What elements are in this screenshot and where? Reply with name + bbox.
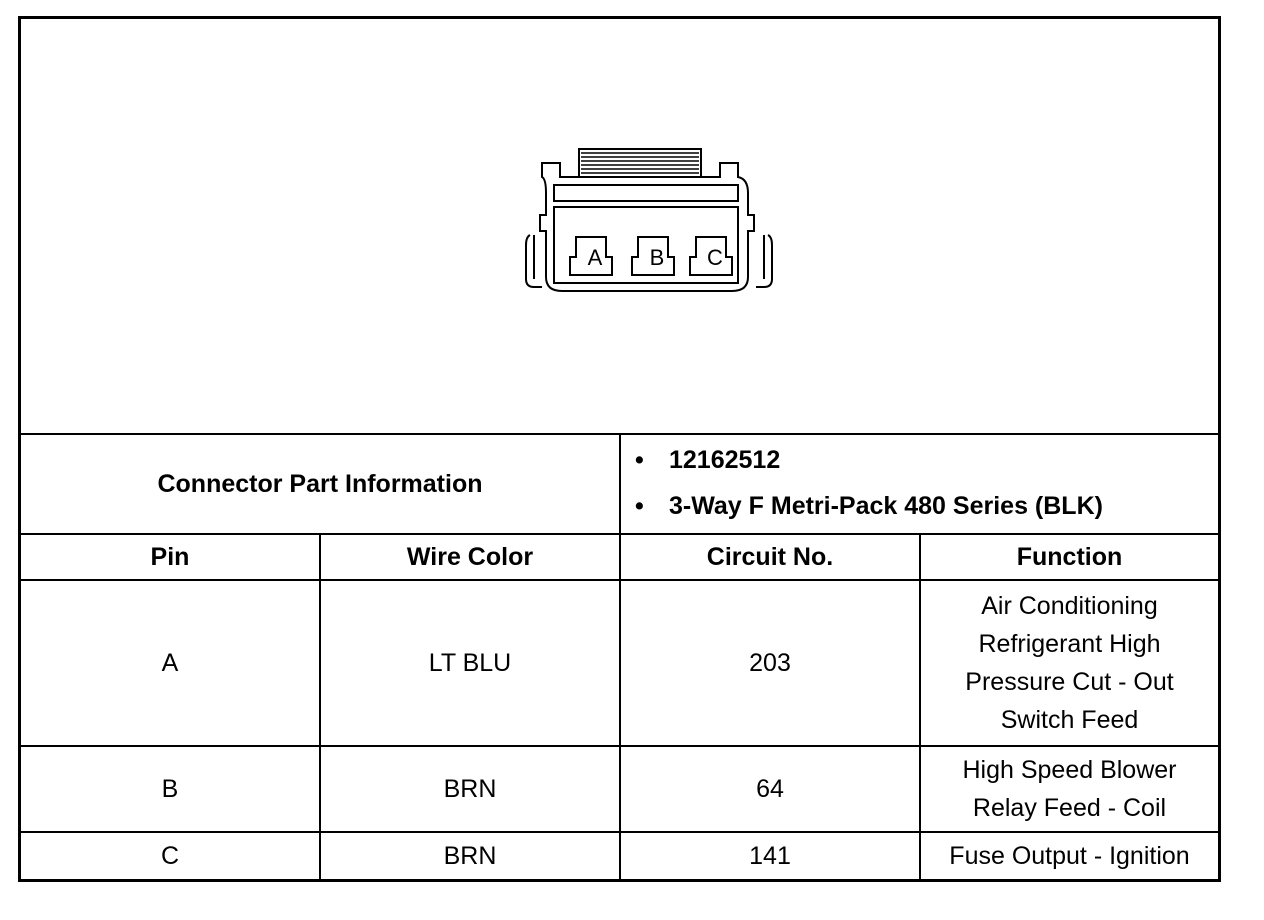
- pin-b-label: B: [649, 245, 665, 270]
- connector-face-drawing: [524, 145, 774, 305]
- table-row-c-wire-color: BRN: [443, 842, 497, 870]
- part-info-item: • 3-Way F Metri-Pack 480 Series (BLK): [635, 492, 1103, 520]
- connector-info-sheet: [18, 16, 1221, 882]
- table-row-b-function: High Speed Blower Relay Feed - Coil: [962, 756, 1177, 822]
- table-row-b-wire-color: BRN: [443, 775, 497, 803]
- table-row-c-pin: C: [160, 842, 180, 870]
- part-info-list: [635, 437, 1103, 529]
- table-row-a-circuit: 203: [749, 649, 791, 677]
- table-row-c-circuit: 141: [749, 842, 791, 870]
- table-row-b-pin: B: [161, 775, 179, 803]
- header-wire-color: Wire Color: [406, 543, 534, 571]
- table-row-a-wire-color: LT BLU: [428, 649, 512, 677]
- pin-c-label: C: [707, 245, 723, 270]
- pin-a-label: A: [587, 245, 603, 270]
- table-row-b-circuit: 64: [756, 775, 784, 803]
- connector-diagram: [21, 19, 1218, 433]
- header-circuit-no: Circuit No.: [706, 543, 834, 571]
- header-pin: Pin: [150, 543, 190, 571]
- table-row-a-pin: A: [161, 649, 179, 677]
- part-info-item: • 12162512: [635, 446, 781, 474]
- table-row-a-function: Air Conditioning Refrigerant High Pressure Cut - Out Switch Feed: [965, 592, 1174, 734]
- part-info-label: Connector Part Information: [157, 470, 483, 498]
- header-function: Function: [1016, 543, 1123, 571]
- table-row-c-function: Fuse Output - Ignition: [949, 842, 1190, 870]
